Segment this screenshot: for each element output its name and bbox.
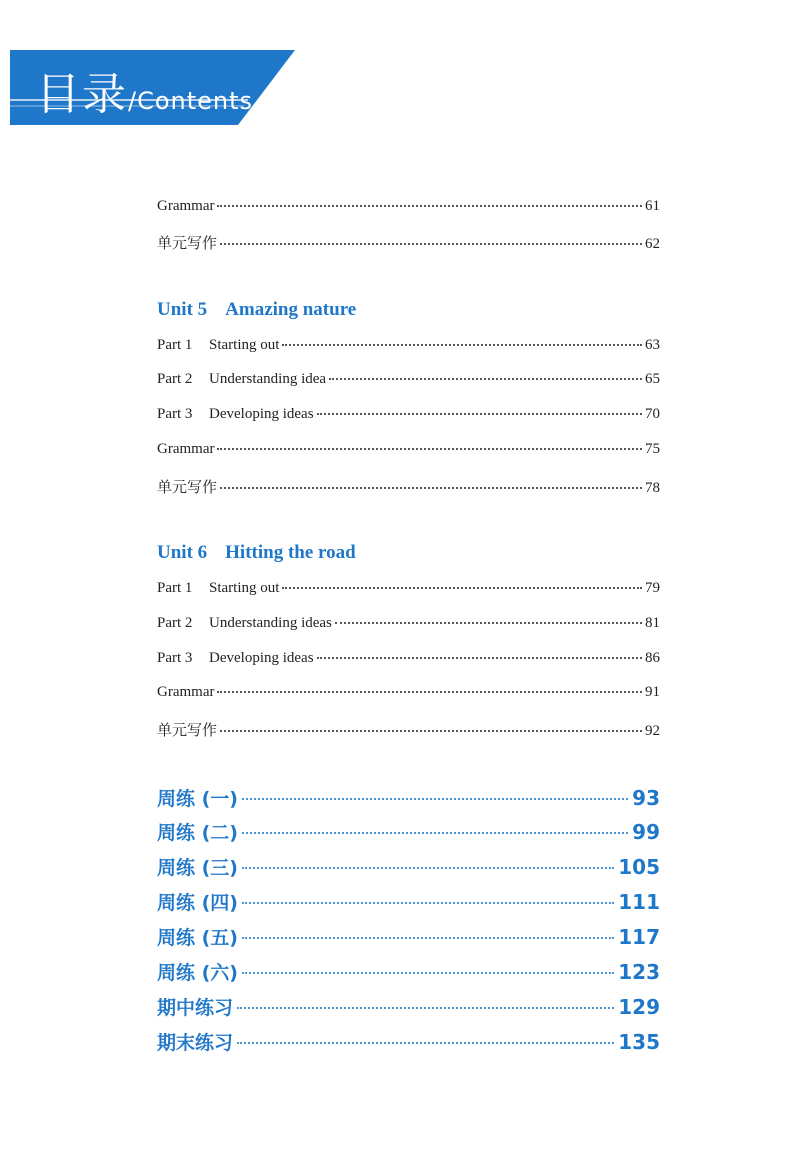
- toc-page-number: 91: [645, 684, 660, 700]
- unit-title: Amazing nature: [225, 299, 357, 320]
- weekly-practice-row[interactable]: [157, 958, 660, 984]
- weekly-title: 周练 (六): [157, 962, 238, 984]
- weekly-title: 周练 (二): [157, 822, 238, 844]
- weekly-title: 周练 (四): [157, 892, 238, 914]
- toc-title: 单元写作: [157, 480, 218, 496]
- weekly-page-number: 105: [618, 855, 660, 879]
- toc-title: Starting out: [209, 337, 280, 353]
- toc-part: Part 1: [157, 580, 193, 596]
- toc-page-number: 70: [645, 406, 660, 422]
- final-practice-row[interactable]: [157, 1028, 660, 1054]
- toc-title: Understanding ideas: [209, 615, 332, 631]
- weekly-title: 周练 (三): [157, 857, 238, 879]
- toc-row[interactable]: [157, 684, 660, 704]
- toc-page-number: 61: [645, 198, 660, 214]
- toc-row[interactable]: [157, 476, 660, 496]
- contents-title-en: /Contents: [128, 87, 254, 115]
- toc-page-number: 92: [645, 723, 660, 739]
- unit-heading: [157, 542, 356, 564]
- weekly-page-number: 123: [618, 960, 660, 984]
- toc-page-number: 62: [645, 236, 660, 252]
- toc-part: Part 3: [157, 406, 193, 422]
- unit-title: Hitting the road: [225, 542, 356, 563]
- toc-part: Part 1: [157, 337, 193, 353]
- weekly-title: 期末练习: [157, 1032, 234, 1054]
- dot-leader: [242, 901, 614, 904]
- unit-label: Unit 5: [157, 299, 208, 320]
- weekly-page-number: 135: [618, 1030, 660, 1054]
- dot-leader: [237, 1041, 614, 1044]
- dot-leader: [220, 729, 642, 732]
- dot-leader: [335, 621, 642, 624]
- dot-leader: [220, 242, 642, 245]
- toc-title: Grammar: [157, 441, 215, 457]
- dot-leader: [317, 656, 642, 659]
- toc-part: Part 2: [157, 371, 193, 387]
- toc-title: 单元写作: [157, 236, 218, 252]
- toc-title: Starting out: [209, 580, 280, 596]
- toc-page-number: 81: [645, 615, 660, 631]
- toc-row[interactable]: [157, 406, 660, 426]
- toc-row[interactable]: [157, 441, 660, 461]
- contents-title: [36, 58, 253, 122]
- dot-leader: [217, 447, 642, 450]
- toc-title: Developing ideas: [209, 406, 314, 422]
- dot-leader: [217, 690, 642, 693]
- dot-leader: [242, 936, 614, 939]
- weekly-practice-row[interactable]: [157, 888, 660, 914]
- dot-leader: [329, 377, 642, 380]
- toc-title: Grammar: [157, 684, 215, 700]
- toc-page-number: 78: [645, 480, 660, 496]
- toc-row[interactable]: [157, 371, 660, 391]
- weekly-title: 期中练习: [157, 997, 234, 1019]
- weekly-page-number: 129: [618, 995, 660, 1019]
- toc-row[interactable]: [157, 615, 660, 635]
- toc-title: Understanding idea: [209, 371, 327, 387]
- toc-row[interactable]: [157, 198, 660, 218]
- toc-page-number: 65: [645, 371, 660, 387]
- weekly-page-number: 93: [632, 786, 660, 810]
- unit-heading: [157, 299, 356, 321]
- dot-leader: [217, 204, 642, 207]
- toc-page-number: 75: [645, 441, 660, 457]
- toc-row[interactable]: [157, 650, 660, 670]
- weekly-page-number: 111: [618, 890, 660, 914]
- weekly-title: 周练 (五): [157, 927, 238, 949]
- contents-banner: [10, 50, 295, 125]
- weekly-title: 周练 (一): [157, 788, 238, 810]
- dot-leader: [282, 586, 642, 589]
- dot-leader: [242, 831, 628, 834]
- unit-label: Unit 6: [157, 542, 208, 563]
- toc-page-number: 63: [645, 337, 660, 353]
- dot-leader: [317, 412, 642, 415]
- toc-part: Part 2: [157, 615, 193, 631]
- dot-leader: [282, 343, 642, 346]
- dot-leader: [220, 486, 642, 489]
- weekly-practice-row[interactable]: [157, 784, 660, 810]
- dot-leader: [237, 1006, 614, 1009]
- dot-leader: [242, 971, 614, 974]
- toc-part: Part 3: [157, 650, 193, 666]
- weekly-practice-row[interactable]: [157, 923, 660, 949]
- contents-title-cn: 目录: [36, 69, 128, 120]
- dot-leader: [242, 866, 614, 869]
- toc-row[interactable]: [157, 337, 660, 357]
- toc-title: Developing ideas: [209, 650, 314, 666]
- toc-row[interactable]: [157, 232, 660, 252]
- dot-leader: [242, 797, 628, 800]
- toc-title: 单元写作: [157, 723, 218, 739]
- toc-row[interactable]: [157, 580, 660, 600]
- toc-page-number: 86: [645, 650, 660, 666]
- toc-row[interactable]: [157, 719, 660, 739]
- toc-page-number: 79: [645, 580, 660, 596]
- weekly-page-number: 99: [632, 820, 660, 844]
- midterm-practice-row[interactable]: [157, 993, 660, 1019]
- weekly-practice-row[interactable]: [157, 818, 660, 844]
- toc-title: Grammar: [157, 198, 215, 214]
- weekly-practice-row[interactable]: [157, 853, 660, 879]
- weekly-page-number: 117: [618, 925, 660, 949]
